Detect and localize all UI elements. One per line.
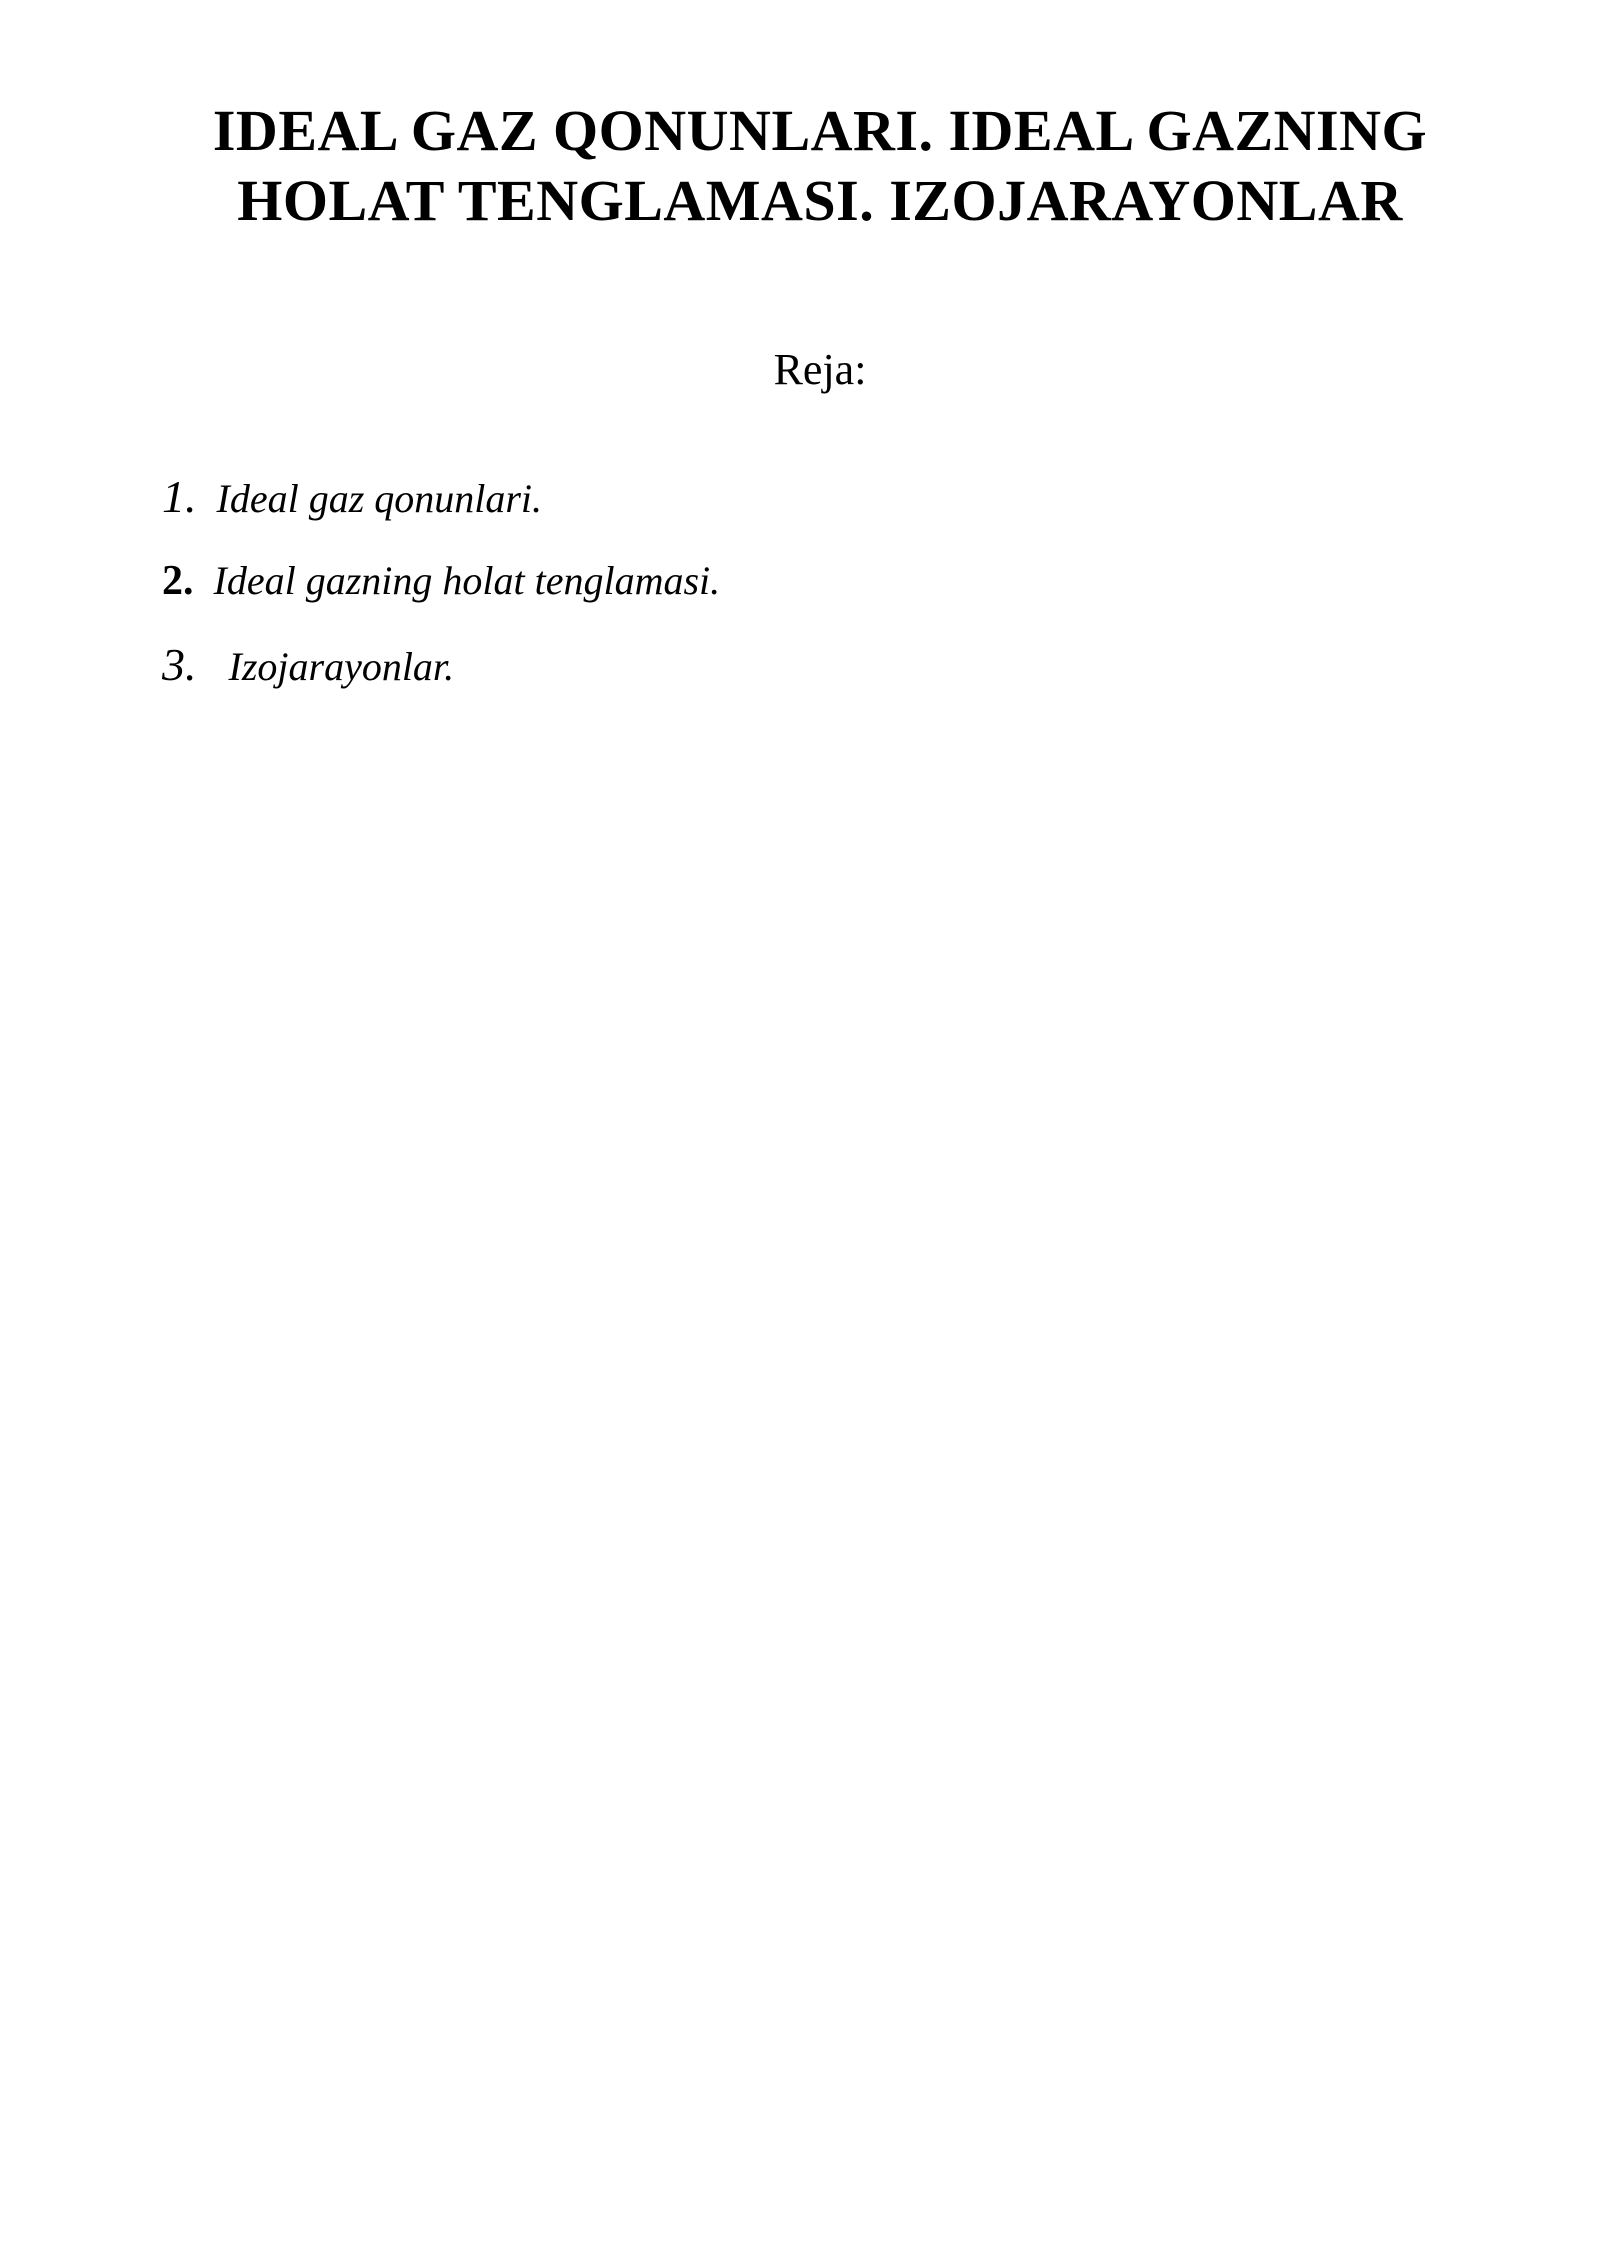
plan-item-number: 2. [162, 558, 194, 604]
plan-heading: Reja: [773, 345, 867, 394]
plan-list [162, 455, 720, 707]
plan-item-number: 1. [162, 471, 197, 522]
plan-item-3 [162, 623, 720, 707]
plan-item-text: Izojarayonlar. [228, 644, 455, 689]
plan-item-2 [162, 539, 720, 623]
plan-item-1 [162, 455, 720, 539]
document-title-line-2: HOLAT TENGLAMASI. IZOJARAYONLAR [237, 168, 1403, 233]
plan-item-text: Ideal gaz qonunlari. [216, 476, 543, 521]
document-title-line-1: IDEAL GAZ QONUNLARI. IDEAL GAZNING [212, 98, 1428, 163]
document-title [180, 96, 1460, 236]
plan-item-text: Ideal gazning holat tenglamasi. [213, 558, 721, 603]
plan-item-number: 3. [162, 639, 197, 690]
